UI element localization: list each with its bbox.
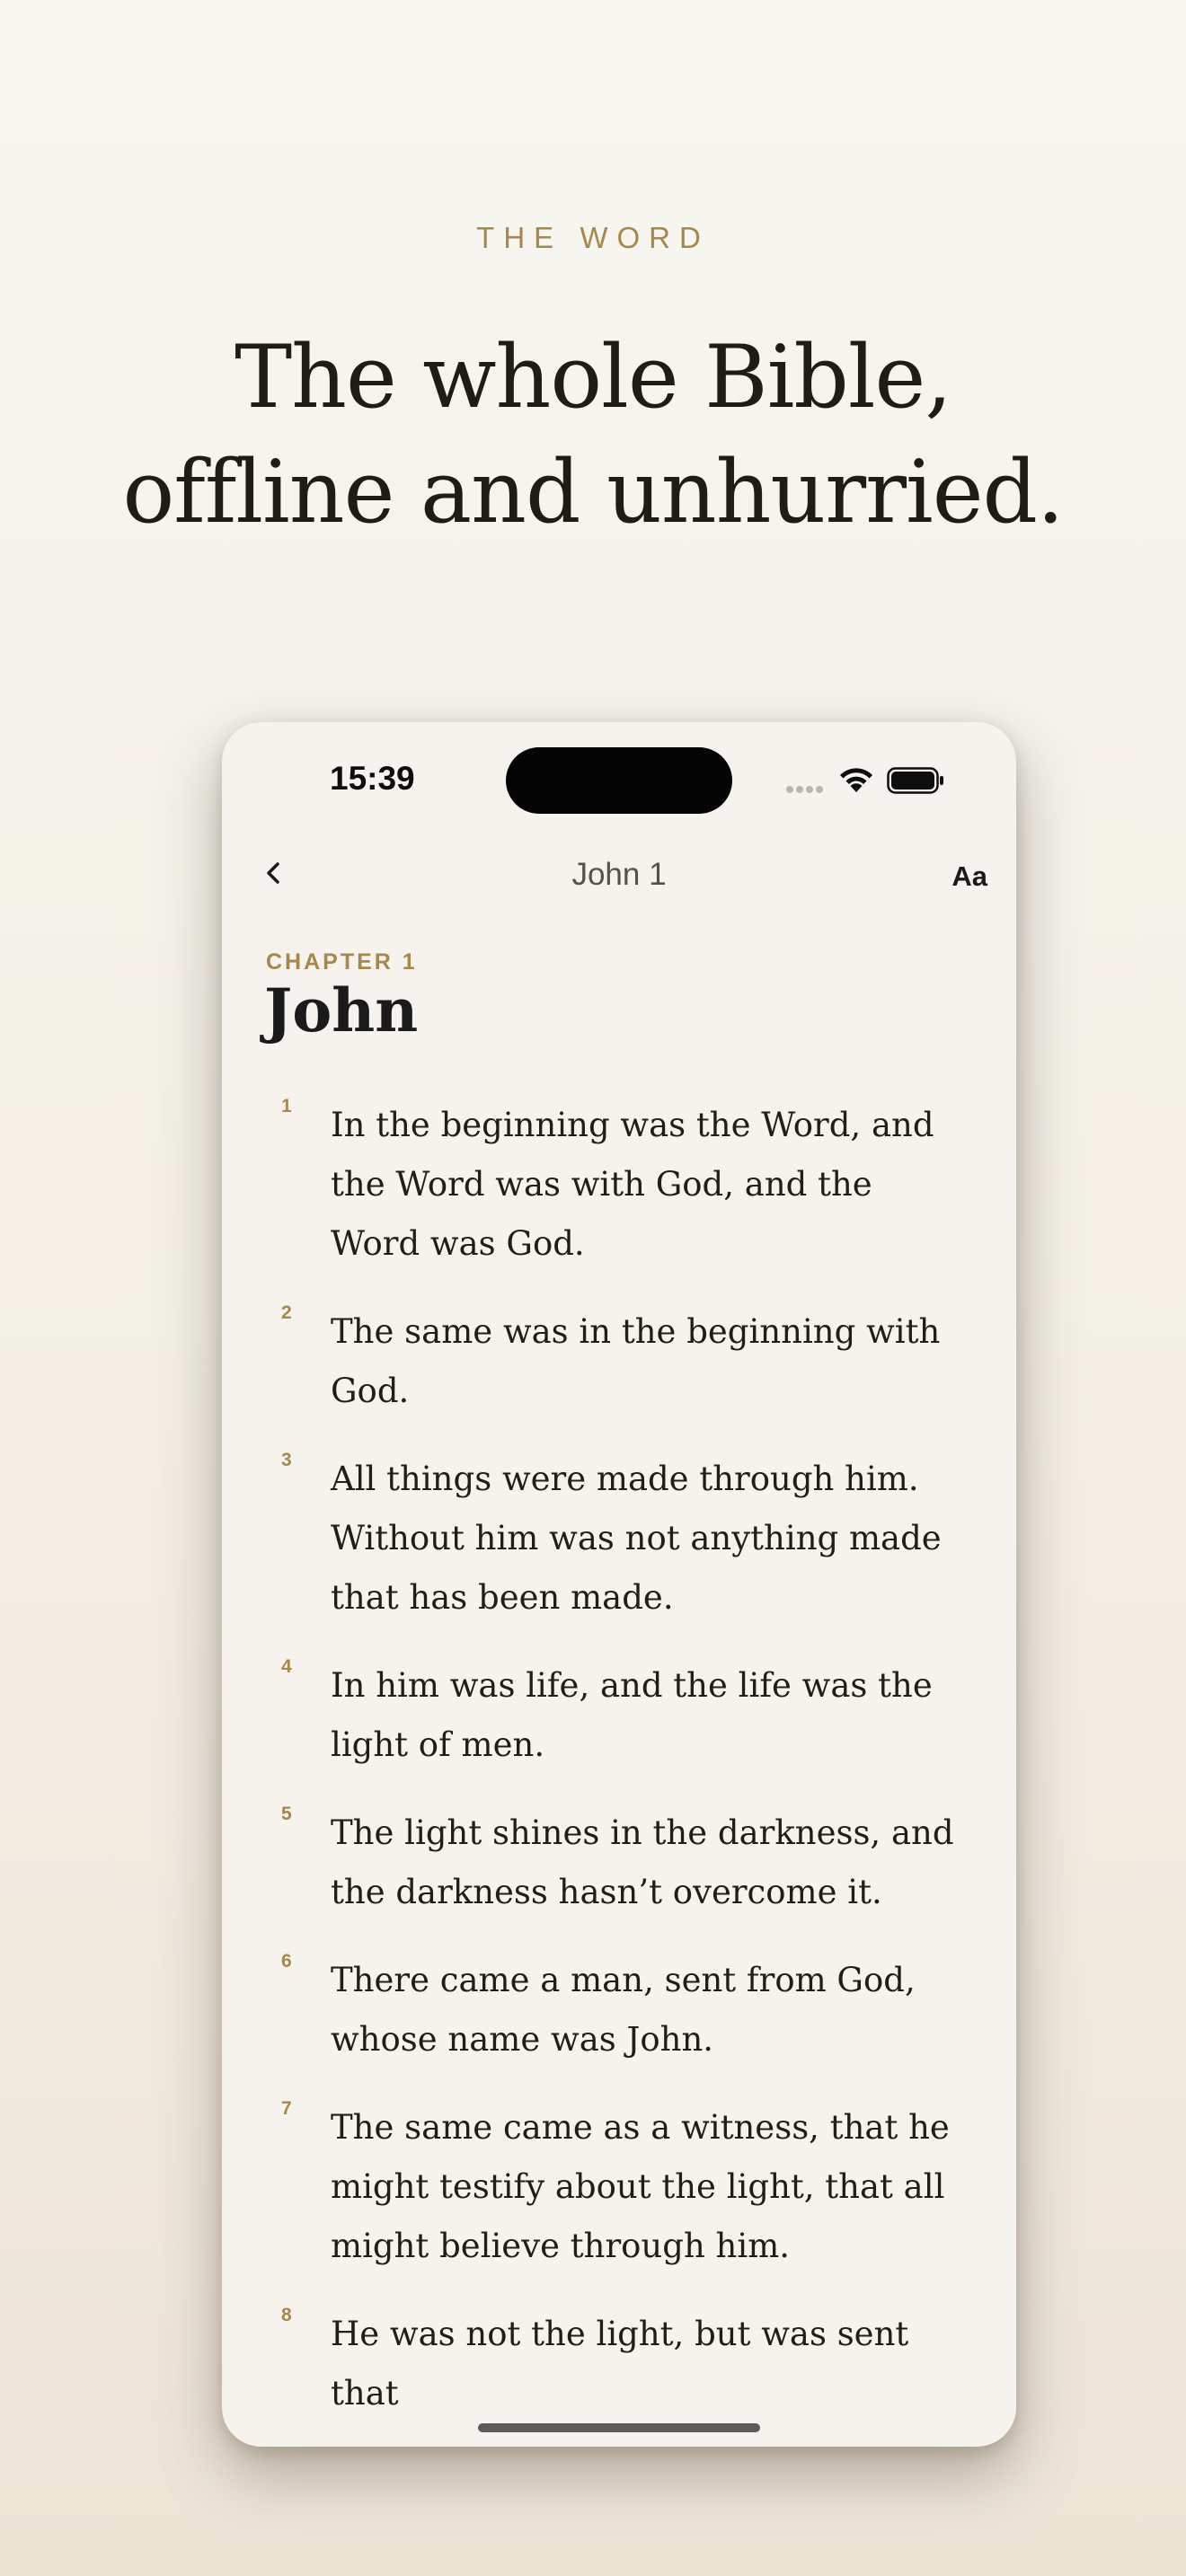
phone-mockup [222, 722, 1016, 2447]
verse-number: 6 [281, 1951, 292, 1972]
verse-text: The light shines in the darkness, and the darkness hasn’t overcome it. [331, 1813, 954, 1911]
chapter-label: CHAPTER 1 [266, 949, 418, 975]
signal-icon [785, 785, 825, 794]
verse-item[interactable] [222, 2305, 1016, 2423]
verse-item[interactable] [222, 2098, 1016, 2276]
verse-text: All things were made through him. Without him was not anything made that has been made. [331, 1460, 942, 1617]
verse-list [222, 1096, 1016, 2447]
verse-text: He was not the light, but was sent that [331, 2315, 909, 2413]
verse-number: 1 [281, 1096, 292, 1116]
verse-text: The same came as a witness, that he might testify about the light, that all might believe through him. [331, 2108, 950, 2265]
verse-item[interactable] [222, 1951, 1016, 2069]
nav-title: John 1 [571, 857, 667, 892]
verse-number: 5 [281, 1804, 292, 1824]
book-title: John [264, 975, 419, 1045]
verse-item[interactable] [222, 1096, 1016, 1274]
verse-text: There came a man, sent from God, whose name was John. [331, 1961, 916, 2059]
verse-text: In him was life, and the life was the light of men. [331, 1666, 933, 1764]
status-time: 15:39 [330, 760, 415, 797]
home-indicator[interactable] [478, 2423, 760, 2432]
verse-item[interactable] [222, 1804, 1016, 1922]
headline-line-1: The whole Bible, [235, 327, 951, 428]
verse-item[interactable] [222, 1302, 1016, 1421]
verse-number: 2 [281, 1302, 292, 1323]
font-settings-button[interactable]: Aa [951, 860, 987, 892]
verse-number: 3 [281, 1450, 292, 1470]
hero-headline [0, 320, 1186, 550]
verse-text: The same was in the beginning with God. [331, 1312, 941, 1410]
battery-icon [887, 767, 944, 794]
headline-line-2: offline and unhurried. [122, 442, 1064, 543]
verse-number: 4 [281, 1656, 292, 1677]
hero-eyebrow: THE WORD [476, 221, 710, 254]
verse-item[interactable] [222, 1656, 1016, 1775]
verse-text: In the beginning was the Word, and the Word was with God, and the Word was God. [331, 1106, 934, 1263]
wifi-icon [836, 765, 876, 794]
verse-item[interactable] [222, 1450, 1016, 1628]
verse-number: 8 [281, 2305, 292, 2325]
dynamic-island [506, 747, 732, 814]
verse-number: 7 [281, 2098, 292, 2119]
